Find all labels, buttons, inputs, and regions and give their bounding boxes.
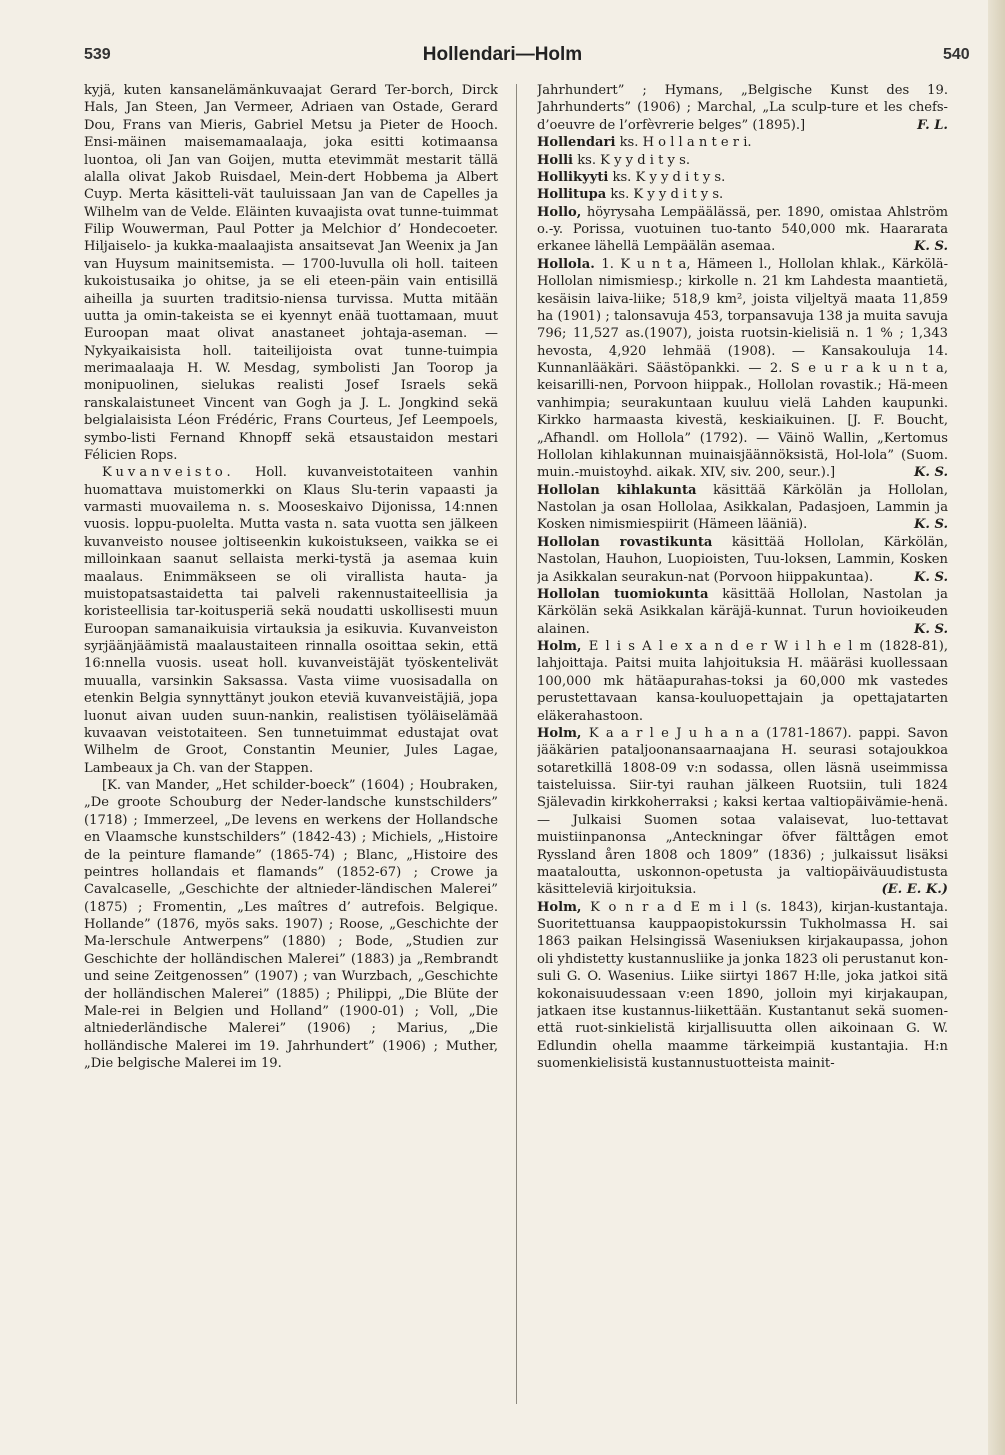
headword: Holm, [537, 725, 582, 741]
headword: Hollo, [537, 204, 582, 220]
page-header [0, 0, 1005, 80]
entry-hollitupa: Hollitupa ks. K y y d i t y s. [537, 187, 724, 203]
headword: Holm, [537, 899, 582, 915]
entry-hollo: Hollo, höyrysaha Lempäälässä, per. 1890, omistaa Ahlström o.-y. Porissa, vuotuinen tuo-tanto 540,000 mk. Haararata erkanee lähellä Lempäälän asemaa. K. S. [537, 204, 948, 255]
page-number-left: 539 [84, 46, 111, 63]
entry-hollolan-tuomiokunta: Hollolan tuomiokunta käsittää Hollolan, Nastolan ja Kärkölän sekä Asikkalan käräjä-kunnat. Turun hovioikeuden alainen. K. S. [537, 586, 948, 637]
entry-hollola: Hollola. 1. K u n t a, Hämeen l., Hollolan khlak., Kärkölä-Hollolan nimismiesp.; kirkolle n. 21 km Lahdesta maantietä, kesäisin laiva-liike; 518,9 km², joista viljeltyä maata 11,859 ha (1901) ; talonsavuja 453, torpansavuja 138 ja muita savuja 796; 11,527 as.(1907), joista ruotsin-kielisiä n. 1 % ; 1,343 hevosta, 4,920 lehmää (1908). — Kansakouluja 14. Kunnanlääkäri. Säästöpankki. — 2. S e u r a k u n t a, keisarilli-nen, Porvoon hiippak., Hollolan rovastik.; Hä-meen vanhimpia; seurakuntaan kuuluu vielä Lahden kaupunki. Kirkko harmaasta kivestä, keskiaikuinen. [J. F. Boucht, „Afhandl. om Hollola” (1792). — Väinö Wallin, „Kertomus Hollolan kihlakunnan muinaisjäännöksistä, Hol-lola” (Suom. muin.-muistoyhd. aikak. XIV, siv. 200, seur.).] K. S. [537, 256, 948, 481]
entry-holm-kaarle: Holm, K a a r l e J u h a n a (1781-1867). pappi. Savon jääkärien pataljoonansaarnaajana H. seurasi sotajoukkoa sotaretkillä 1808-09 v:n sodassa, ollen läsnä useimmissa taisteluissa. Siir-tyi rauhan jälkeen Ruotsiin, tuli 1824 Själevadin kirkkoherraksi ; kaksi kertaa valtiopäivämie-henä. — Julkaisi Suomen sotaa valaisevat, luo-tettavat muistiinpanonsa „Anteckningar öfver fälttågen emot Ryssland åren 1808 och 1809” (1836) ; julkaissut lisäksi maataloutta, uskonnon-opetusta ja valtiopäiväuudistusta käsitteleviä kirjoituksia. (E. E. K.) [537, 725, 948, 898]
entry-holm-elis: Holm, E l i s A l e x a n d e r W i l h e l m (1828-81), lahjoittaja. Paitsi muita lahjoituksia H. määräsi kuollessaan 100,000 mk hätäapurahas-toksi ja 60,000 mk vastedes perustettavaan kansa-kouluopettajain ja opettajatarten eläkerahastoon. [537, 639, 948, 724]
author-signature: K. S. [913, 239, 948, 255]
author-signature: F. L. [917, 117, 948, 133]
headword: Holm, [537, 639, 582, 654]
headword: Hollendari [537, 135, 616, 151]
column-divider [516, 84, 517, 1404]
section-lead: Kuvanveisto. [102, 465, 235, 481]
entry-hollendari: Hollendari ks. H o l l a n t e r i. [537, 135, 752, 151]
headword: Hollolan tuomiokunta [537, 586, 709, 602]
entry-hollikyyti: Hollikyyti ks. K y y d i t y s. [537, 169, 726, 185]
author-signature: K. S. [913, 517, 948, 533]
entry-hollolan-kihlakunta: Hollolan kihlakunta käsittää Kärkölän ja Hollolan, Nastolan ja osan Hollolaa, Asikkalan, Padasjoen, Lammin ja Kosken nimismiespiirit (Hämeen lääniä). K. S. [537, 482, 948, 533]
bibliography-continuation: Jahrhundert” ; Hymans, „Belgische Kunst des 19. Jahrhunderts” (1906) ; Marchal, „La sculp-ture et les chefs-d’oeuvre de l’orfèvrerie belges” (1895).] F. L. [537, 83, 948, 133]
paragraph-sculpture: Kuvanveisto. Holl. kuvanveistotaiteen vanhin huomattava muistomerkki on Klaus Slu-terin vapaasti ja varmasti muovailema n. s. Mooseskaivo Dijonissa, 14:nnen vuosis. loppu-puolelta. Mutta vasta n. sata vuotta sen jälkeen kuvanveisto nousee joltiseenkin kukoistukseen, vaikka se ei milloinkaan saanut sellaista merki-tystä ja asemaa kuin maalaus. Enimmäkseen se oli virallista hauta- ja muistopatsastaidetta tai palveli rakennustaiteellisia ja koristeellisia tar-koitusperiä sekä noudatti uskollisesti muun Euroopan samanaikuisia virtauksia ja esikuvia. Kuvanveiston syrjäänjäämistä maalaustaiteen rinnalla osoittaa sekin, että 16:nnella vuosis. useat holl. kuvanveistäjät työskentelivät muualla, varsinkin Saksassa. Vasta viime vuosisadalla on etenkin Belgia synnyttänyt joukon eteviä kuvanveistäjiä, jopa luonut aivan uuden suun-nankin, realistisen työläiselämää kuvaavan veistotaiteen. Sen tunnetuimmat edustajat ovat Wilhelm de Groot, Constantin Meunier, Jules Lagae, Lambeaux ja Ch. van der Stappen. [84, 465, 498, 776]
running-title: Hollendari—Holm [422, 44, 583, 65]
page-edge [988, 0, 1005, 1455]
headword: Hollitupa [537, 187, 607, 203]
entry-hollolan-rovastikunta: Hollolan rovastikunta käsittää Hollolan, Kärkölän, Nastolan, Hauhon, Luopioisten, Tuu-loksen, Lammin, Kosken ja Asikkalan seurakun-nat (Porvoon hiippakuntaa). K. S. [537, 534, 948, 585]
author-signature: K. S. [913, 569, 948, 585]
headword: Hollolan kihlakunta [537, 482, 697, 498]
headword: Hollikyyti [537, 169, 609, 185]
entry-holli: Holli ks. K y y d i t y s. [537, 152, 691, 168]
author-signature: (E. E. K.) [881, 882, 948, 898]
paragraph-painting: kyjä, kuten kansanelämänkuvaajat Gerard Ter-borch, Dirck Hals, Jan Steen, Jan Vermeer, Adriaen van Ostade, Gerard Dou, Frans van Mieris, Gabriel Metsu ja Pieter de Hooch. Ensi-mäinen maisemamaalaaja, joka esitti kotimaansa luontoa, oli Jan van Goijen, mutta etevimmät mestarit tällä alalla olivat Jakob Ruisdael, Mein-dert Hobbema ja Albert Cuyp. Merta käsitteli-vät tauluissaan Jan van de Capelles ja Wilhelm van de Velde. Eläinten kuvaajista ovat tunne-tuimmat Filip Wouwerman, Paul Potter ja Melchior d’ Hondecoeter. Hiljaiselo- ja kukka-maalaajista ansaitsevat Jan Weenix ja Jan van Huysum mainitsemista. — 1700-luvulla oli holl. taiteen kukoistusaika jo ohitse, ja se eli eteen-päin vain entisillä aiheilla ja suurten traditsio-niensa turvissa. Mutta mitään uutta ja omin-takeista se ei kyennyt enää tuottamaan, muut Euroopan maat olivat anastaneet johtaja-aseman. — Nykyaikaisista holl. taiteilijoista ovat tunne-tuimpia merimaalaaja H. W. Mesdag, symbolisti Jan Toorop ja monipuolinen, sielukas realisti Josef Israels sekä ranskalaistuneet Vincent van Gogh ja J. L. Jongkind sekä belgialaisista Léon Frédéric, Frans Courteus, Jef Leempoels, symbo-listi Fernand Khnopff sekä etsaustaidon mestari Félicien Rops. [84, 83, 498, 463]
paragraph-bibliography: [K. van Mander, „Het schilder-boeck” (1604) ; Houbraken, „De groote Schouburg der Neder-landsche kunstschilders” (1718) ; Immerzeel, „De levens en werkens der Hollandsche en Vlaamsche kunstschilders” (1842-43) ; Michiels, „Histoire de la peinture flamande” (1865-74) ; Blanc, „Histoire des peintres hollandais et flamands” (1852-67) ; Crowe ja Cavalcaselle, „Geschichte der altnieder-ländischen Malerei” (1875) ; Fromentin, „Les maîtres d’ autrefois. Belgique. Hollande” (1876, myös saks. 1907) ; Roose, „Geschichte der Ma-lerschule Antwerpens” (1880) ; Bode, „Studien zur Geschichte der holländischen Malerei” (1883) ja „Rembrandt und seine Zeitgenossen” (1907) ; van Wurzbach, „Geschichte der holländischen Malerei” (1885) ; Philippi, „Die Blüte der Male-rei in Belgien und Holland” (1900-01) ; Voll, „Die altniederländische Malerei” (1906) ; Marius, „Die holländische Malerei im 19. Jahrhundert” (1906) ; Muther, „Die belgische Malerei im 19. [84, 778, 498, 1071]
headword: Hollolan rovastikunta [537, 534, 713, 550]
entry-holm-konrad: Holm, K o n r a d E m i l (s. 1843), kirjan-kustantaja. Suoritettuansa kauppaopistokurssin Tukholmassa H. sai 1863 paikan Helsingissä Waseniuksen kirjakaupassa, johon oli yhdistetty kustannusliike ja jonka 1823 oli perustanut kon-suli G. O. Wasenius. Liike siirtyi 1867 H:lle, joka jatkoi sitä kokonaisuudessaan v:een 1890, jolloin myi kirjakaupan, jatkaen itse kustannus-liikettään. Kustantanut sekä suomen- että ruot-sinkielistä kirjallisuutta ollen aikoinaan G. W. Edlundin ohella maamme tärkeimpiä kustantajia. H:n suomenkielisistä kustannustuotteista mainit- [537, 899, 948, 1071]
headword: Hollola. [537, 256, 595, 272]
left-column [84, 82, 498, 1422]
page-number-right: 540 [943, 46, 970, 63]
right-column [537, 82, 948, 1422]
author-signature: K. S. [913, 465, 948, 481]
author-signature: K. S. [913, 621, 948, 637]
headword: Holli [537, 152, 574, 168]
